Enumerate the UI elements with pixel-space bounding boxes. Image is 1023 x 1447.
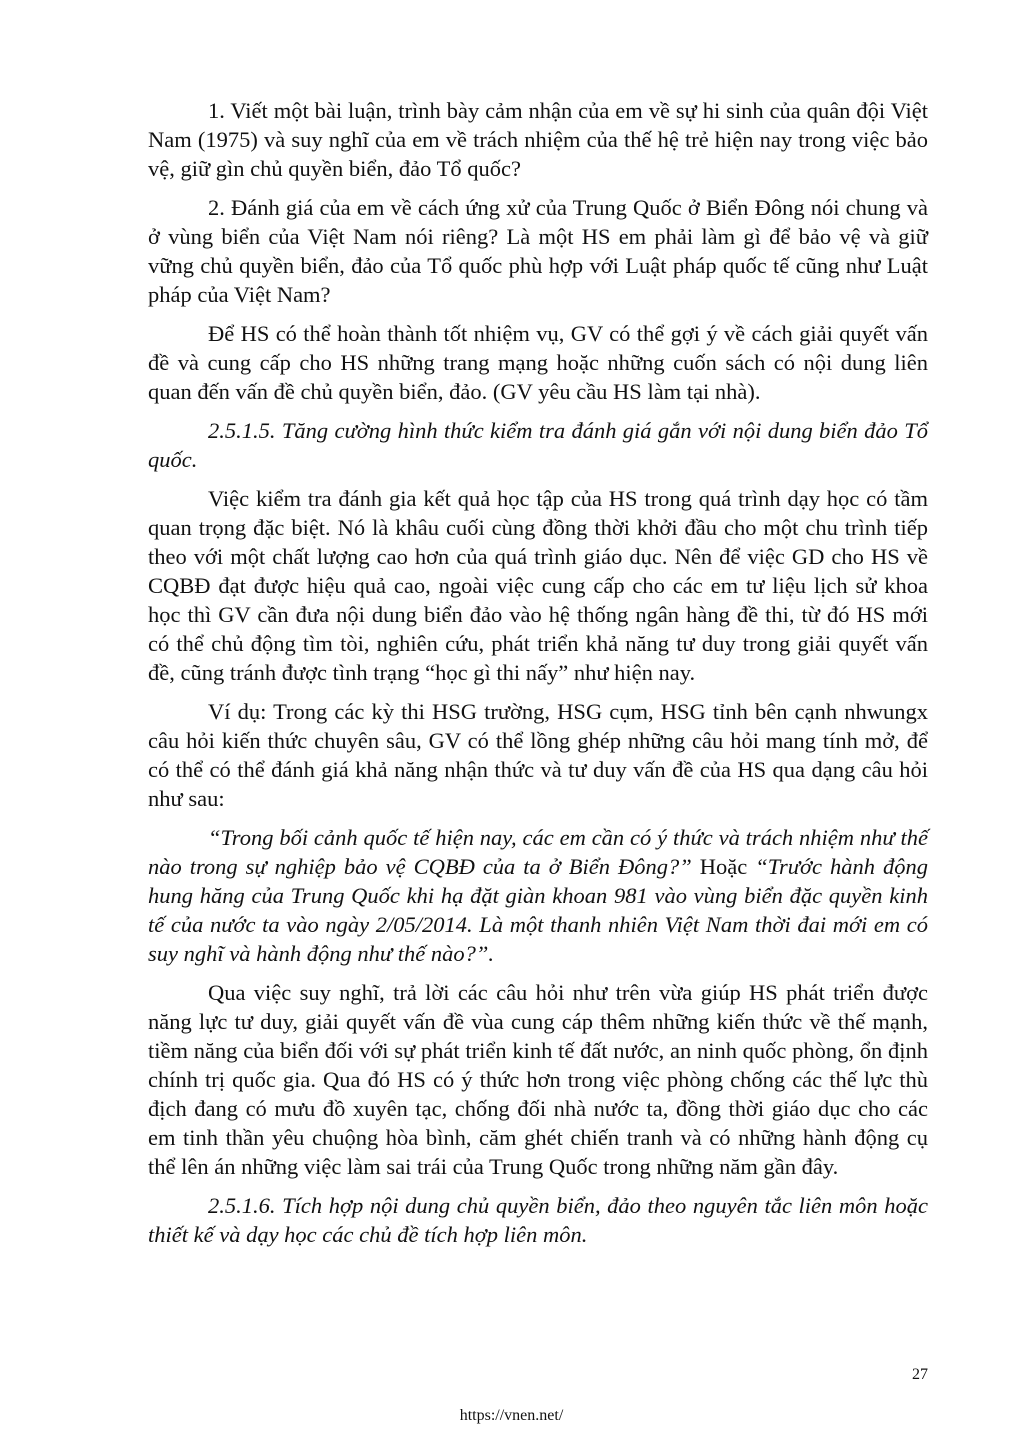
- quote-question-2: “Trước hành động hung hăng của Trung Quốc khi hạ đặt giàn khoan 981 vào vùng biển đặc quyền kinh tế của nước ta vào ngày 2/05/2014. Là một thanh nhiên Việt Nam thời đai mới em có suy nghĩ và hành động như thế nào?”.: [148, 854, 928, 966]
- section-heading-2515: 2.5.1.5. Tăng cường hình thức kiểm tra đánh giá gắn với nội dung biển đảo Tổ quốc.: [148, 418, 928, 472]
- page-number: 27: [912, 1366, 928, 1383]
- section-heading-2516: 2.5.1.6. Tích hợp nội dung chủ quyền biển, đảo theo nguyên tắc liên môn hoặc thiết kế và dạy học các chủ đề tích hợp liên môn.: [148, 1193, 928, 1247]
- quote-connector: Hoặc: [691, 854, 756, 879]
- quote-question-1: “Trong bối cảnh quốc tế hiện nay, các em cần có ý thức và trách nhiệm như thế nào trong sự nghiệp bảo vệ CQBĐ của ta ở Biển Đông?”: [148, 825, 928, 879]
- paragraph-assessment: Việc kiểm tra đánh gia kết quả học tập của HS trong quá trình dạy học có tầm quan trọng đặc biệt. Nó là khâu cuối cùng đồng thời khởi đầu cho một chu trình tiếp theo với một chất lượng cao hơn của quá trình giáo dục. Nên để việc GD cho HS về CQBĐ đạt được hiệu quả cao, ngoài việc cung cấp cho các em tư liệu lịch sử khoa học thì GV cần đưa nội dung biển đảo vào hệ thống ngân hàng đề thi, từ đó HS mới có thể chủ động tìm tòi, nghiên cứu, phát triển khả năng tư duy trong giải quyết vấn đề, cũng tránh được tình trạng “học gì thi nấy” như hiện nay.: [148, 486, 928, 685]
- paragraph-conclusion: Qua việc suy nghĩ, trả lời các câu hỏi như trên vừa giúp HS phát triển được năng lực tư duy, giải quyết vấn đề vùa cung cáp thêm những kiến thức về thế mạnh, tiềm năng của biển đối với sự phát triển kinh tế đất nước, an ninh quốc phòng, ổn định chính trị quốc gia. Qua đó HS có ý thức hơn trong việc phòng chống các thế lực thù địch đang có mưu đồ xuyên tạc, chống đối nhà nước ta, đồng thời giáo dục cho các em tinh thần yêu chuộng hòa bình, căm ghét chiến tranh và có những hành động cụ thể lên án những việc làm sai trái của Trung Quốc trong những năm gần đây.: [148, 980, 928, 1179]
- footer-url[interactable]: https://vnen.net/: [459, 1407, 564, 1424]
- document-body: [148, 96, 928, 1259]
- paragraph-question-2: 2. Đánh giá của em về cách ứng xử của Trung Quốc ở Biển Đông nói chung và ở vùng biển của Việt Nam nói riêng? Là một HS em phải làm gì để bảo vệ và giữ vững chủ quyền biển, đảo của Tổ quốc phù hợp với Luật pháp quốc tế cũng như Luật pháp của Việt Nam?: [148, 195, 928, 307]
- paragraph-quoted-questions: [148, 823, 928, 968]
- paragraph-example: Ví dụ: Trong các kỳ thi HSG trường, HSG cụm, HSG tỉnh bên cạnh nhwungx câu hỏi kiến thức chuyên sâu, GV có thể lồng ghép những câu hỏi mang tính mở, để có thể có thể đánh giá khả năng nhận thức và tư duy vấn đề của HS qua dạng câu hỏi như sau:: [148, 699, 928, 811]
- paragraph-teacher-guidance: Để HS có thể hoàn thành tốt nhiệm vụ, GV có thể gợi ý về cách giải quyết vấn đề và cung cấp cho HS những trang mạng hoặc những cuốn sách có nội dung liên quan đến vấn đề chủ quyền biển, đảo. (GV yêu cầu HS làm tại nhà).: [148, 321, 928, 404]
- paragraph-question-1: 1. Viết một bài luận, trình bày cảm nhận của em về sự hi sinh của quân đội Việt Nam (1975) và suy nghĩ của em về trách nhiệm của thế hệ trẻ hiện nay trong việc bảo vệ, giữ gìn chủ quyền biển, đảo Tổ quốc?: [148, 98, 928, 181]
